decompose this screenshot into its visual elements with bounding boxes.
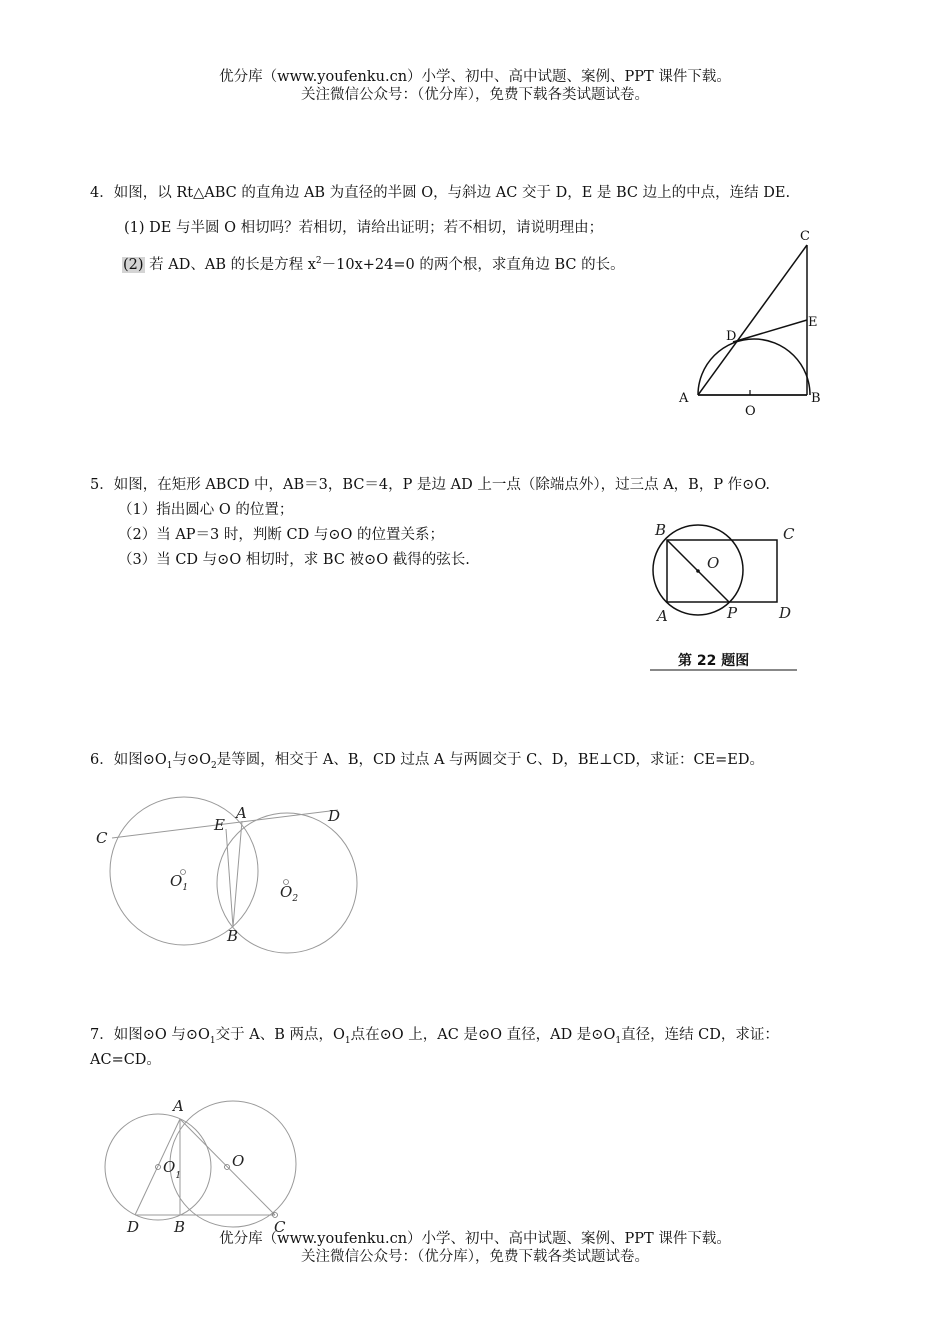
header-line-2: 关注微信公众号：（优分库），免费下载各类试题试卷。 — [301, 87, 649, 103]
q7-label-o1: $O_1$ — [163, 1158, 182, 1181]
q7-label-d: D — [127, 1218, 140, 1236]
q4-label-b: B — [811, 391, 821, 406]
q7-line-ac — [180, 1119, 275, 1215]
q6-label-a: A — [236, 804, 247, 822]
q4-label-e: E — [808, 315, 818, 330]
q4-label-a: A — [679, 391, 689, 406]
q5-label-b: B — [655, 521, 667, 539]
q6-line-cd — [112, 810, 338, 838]
q4-stem: 4．如图，以 Rt△ABC 的直角边 AB 为直径的半圆 O，与斜边 AC 交于 D，E 是 BC 边上的中点，连结 DE. — [90, 185, 791, 201]
q7-stem-line2: AC=CD。 — [90, 1052, 161, 1068]
q4-line-ac — [698, 245, 807, 395]
q5-label-p: P — [727, 604, 738, 622]
q6-label-o2: $O_2$ — [280, 883, 299, 904]
q6-label-b: B — [227, 927, 239, 945]
footer-line-1: 优分库（www.youfenku.cn）小学、初中、高中试题、案例、PPT 课件下载。 — [219, 1231, 731, 1247]
q7-label-b: B — [174, 1218, 186, 1236]
q4-figure — [660, 220, 860, 430]
header-line-1: 优分库（www.youfenku.cn）小学、初中、高中试题、案例、PPT 课件下载。 — [219, 69, 731, 85]
q6-label-o1: $O_1$ — [170, 872, 189, 893]
q6-label-e: E — [214, 816, 225, 834]
q5-figure — [640, 515, 810, 675]
q4-part1: (1) DE 与半圆 O 相切吗？若相切，请给出证明；若不相切，请说明理由； — [124, 220, 604, 236]
q5-center-dot — [696, 569, 700, 573]
q5-label-d: D — [779, 604, 792, 622]
q5-stem: 5．如图，在矩形 ABCD 中，AB＝3，BC＝4，P 是边 AD 上一点（除端点外），过三点 A，B，P 作⊙O. — [90, 477, 770, 493]
q4-label-d: D — [726, 329, 737, 344]
q5-label-o: O — [707, 554, 720, 572]
q5-label-a: A — [657, 607, 668, 625]
q6-figure — [90, 795, 370, 955]
q6-stem: 6．如图$⊙O_1$与$⊙O_2$是等圆，相交于 A、B，CD 过点 A 与两圆交于 C、D，BE⊥CD，求证：CE=ED。 — [90, 752, 764, 771]
page-footer — [0, 1230, 950, 1266]
q4-label-c: C — [800, 229, 810, 244]
q5-part1: （1）指出圆心 O 的位置； — [118, 502, 294, 518]
page-header — [0, 68, 950, 104]
q5-part2: （2）当 AP＝3 时，判断 CD 与⊙O 的位置关系； — [118, 527, 444, 543]
q4-part2: (2) 若 AD、AB 的长是方程 $x^2-10x+24=0$ 的两个根，求直角边 BC 的长。 — [123, 256, 625, 273]
q7-label-o: O — [232, 1152, 245, 1170]
q7-label-a: A — [173, 1097, 184, 1115]
q5-label-c: C — [783, 525, 795, 543]
q6-label-d: D — [328, 807, 341, 825]
q5-rectangle — [667, 540, 777, 602]
footer-line-2: 关注微信公众号：（优分库），免费下载各类试题试卷。 — [301, 1249, 649, 1265]
q7-label-c: C — [274, 1218, 286, 1236]
q7-figure — [100, 1095, 310, 1245]
q4-label-o: O — [745, 404, 756, 419]
q7-stem-line1: 7．如图⊙O 与$⊙O_1$交于 A、B 两点，$O_1$点在⊙O 上，AC 是⊙O 直径，AD 是$⊙O_1$直径，连结 CD，求证： — [90, 1027, 779, 1046]
q4-part2-number: (2) — [123, 256, 144, 273]
q5-part3: （3）当 CD 与⊙O 相切时，求 BC 被⊙O 截得的弦长. — [118, 552, 470, 568]
q5-caption: 第 22 题图 — [678, 653, 750, 669]
q6-label-c: C — [96, 829, 108, 847]
q4-semicircle — [698, 339, 810, 395]
